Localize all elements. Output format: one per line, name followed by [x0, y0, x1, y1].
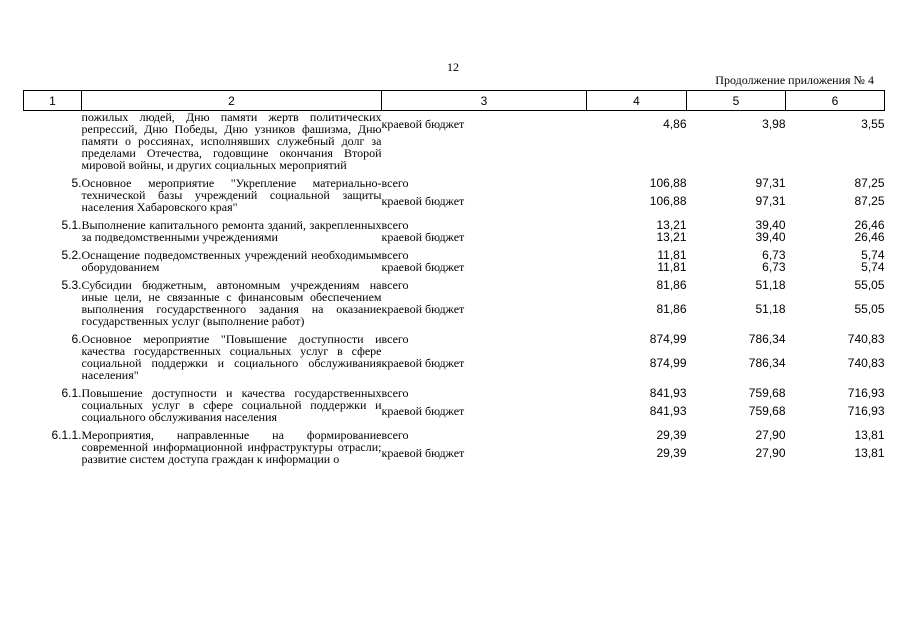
- value-col-4: 11,81: [657, 260, 687, 274]
- funding-source: всего: [381, 332, 409, 346]
- row-number: 5.2.: [61, 248, 82, 262]
- value-col-6: 26,46: [854, 218, 885, 232]
- column-header-6: 6: [786, 91, 885, 111]
- funding-source: краевой бюджет: [381, 117, 465, 131]
- funding-source: краевой бюджет: [381, 260, 465, 274]
- row-number: 6.: [71, 332, 82, 346]
- row-description: Повышение доступности и качества государственных социальных услуг в сфере социальной поддержки и социального обслуживания населения: [81, 386, 382, 424]
- value-col-5: 27,90: [755, 446, 786, 460]
- table-row: [24, 279, 885, 303]
- value-col-4: 841,93: [649, 386, 687, 400]
- funding-source: всего: [381, 248, 409, 262]
- budget-table: [23, 90, 885, 465]
- value-col-5: 759,68: [748, 404, 786, 418]
- column-header-2: 2: [82, 91, 382, 111]
- value-col-6: 26,46: [854, 230, 885, 244]
- row-number: [24, 111, 82, 172]
- value-col-6: 5,74: [861, 248, 885, 262]
- value-col-4: 29,39: [656, 446, 687, 460]
- value-col-5: 6,73: [762, 248, 786, 262]
- value-col-4: 81,86: [656, 302, 687, 316]
- row-number: 6.1.1.: [51, 428, 82, 442]
- table-row: [24, 177, 885, 195]
- table-row: [24, 333, 885, 357]
- row-number: 5.3.: [61, 278, 82, 292]
- value-col-4: 13,21: [656, 218, 687, 232]
- row-description: Оснащение подведомственных учреждений необходимым оборудованием: [81, 248, 382, 274]
- value-col-6: 3,55: [861, 117, 885, 131]
- value-col-6: 13,81: [854, 446, 885, 460]
- page-number: 12: [447, 60, 459, 74]
- value-col-6: 87,25: [854, 176, 885, 190]
- column-header-5: 5: [687, 91, 786, 111]
- funding-source: краевой бюджет: [381, 194, 465, 208]
- funding-source: всего: [381, 218, 409, 232]
- value-col-5: 51,18: [755, 278, 786, 292]
- value-col-4: 4,86: [663, 117, 687, 131]
- value-col-6: 55,05: [854, 278, 885, 292]
- table-row: [24, 429, 885, 447]
- column-header-4: 4: [587, 91, 687, 111]
- value-col-5: 27,90: [755, 428, 786, 442]
- value-col-4: 841,93: [649, 404, 687, 418]
- value-col-5: 6,73: [762, 260, 786, 274]
- value-col-5: 786,34: [748, 332, 786, 346]
- value-col-5: 51,18: [755, 302, 786, 316]
- funding-source: краевой бюджет: [381, 356, 465, 370]
- column-header-3: 3: [382, 91, 587, 111]
- value-col-4: 11,81: [657, 248, 687, 262]
- funding-source: краевой бюджет: [381, 302, 465, 316]
- column-number-header-row: [24, 91, 885, 111]
- value-col-5: 97,31: [755, 194, 786, 208]
- value-col-5: 39,40: [755, 218, 786, 232]
- row-description: Выполнение капитального ремонта зданий, закрепленных за подведомственными учреждениями: [81, 218, 382, 244]
- continuation-label: Продолжение приложения № 4: [715, 73, 874, 87]
- value-col-5: 39,40: [755, 230, 786, 244]
- value-col-6: 87,25: [854, 194, 885, 208]
- value-col-5: 97,31: [755, 176, 786, 190]
- row-description: Субсидии бюджетным, автономным учреждениям на иные цели, не связанные с финансовым обеспечением выполнения государственного задания на оказание государственных услуг (выполнение работ): [81, 278, 382, 328]
- value-col-6: 740,83: [847, 356, 885, 370]
- value-col-4: 874,99: [649, 332, 687, 346]
- value-col-5: 786,34: [748, 356, 786, 370]
- table-row: [24, 111, 885, 172]
- column-header-1: 1: [24, 91, 82, 111]
- value-col-6: 740,83: [847, 332, 885, 346]
- row-description: Мероприятия, направленные на формирование современной информационной инфраструктуры отрасли; развитие систем доступа граждан к информации о: [81, 428, 382, 466]
- row-description: пожилых людей, Дню памяти жертв политических репрессий, Дню Победы, Дню узников фашизма, Дню памяти о россиянах, исполнявших служебный долг за пределами Отечества, годовщине окончания Второй мировой войны, и других социальных мероприятий: [81, 110, 382, 172]
- funding-source: краевой бюджет: [381, 230, 465, 244]
- funding-source: всего: [381, 278, 409, 292]
- row-number: 5.: [71, 176, 82, 190]
- row-description: Основное мероприятие "Укрепление материально-технической базы учреждений социальной защиты населения Хабаровского края": [81, 176, 382, 214]
- value-col-5: 3,98: [762, 117, 786, 131]
- value-col-6: 5,74: [861, 260, 885, 274]
- value-col-4: 106,88: [649, 176, 687, 190]
- value-col-6: 13,81: [854, 428, 885, 442]
- row-description: Основное мероприятие "Повышение доступности и качества государственных социальных услуг в сфере социальной поддержки и социального обслуживания населения": [81, 332, 382, 382]
- funding-source: всего: [381, 428, 409, 442]
- value-col-6: 716,93: [847, 404, 885, 418]
- value-col-6: 716,93: [847, 386, 885, 400]
- table-row: [24, 387, 885, 405]
- row-number: 5.1.: [61, 218, 82, 232]
- value-col-4: 81,86: [656, 278, 687, 292]
- value-col-4: 874,99: [649, 356, 687, 370]
- value-col-5: 759,68: [748, 386, 786, 400]
- funding-source: краевой бюджет: [381, 446, 465, 460]
- value-col-4: 106,88: [649, 194, 687, 208]
- value-col-6: 55,05: [854, 302, 885, 316]
- funding-source: всего: [381, 176, 409, 190]
- funding-source: краевой бюджет: [381, 404, 465, 418]
- value-col-4: 29,39: [656, 428, 687, 442]
- funding-source: всего: [381, 386, 409, 400]
- value-col-4: 13,21: [656, 230, 687, 244]
- row-number: 6.1.: [61, 386, 82, 400]
